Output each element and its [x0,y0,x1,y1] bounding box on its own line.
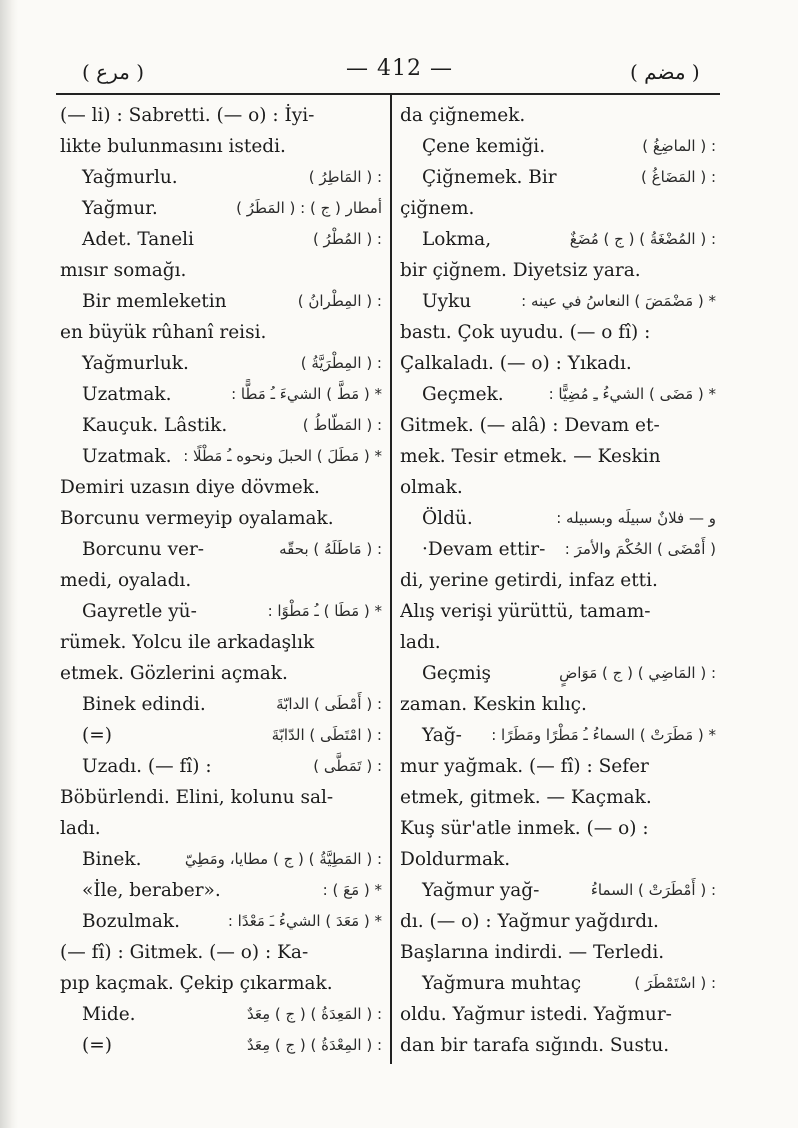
entry-text: Adet. Taneli [82,229,194,250]
right-column-line [400,286,716,317]
entry-text: ladı. [60,818,101,839]
right-column-line [400,937,716,968]
right-column-line [400,782,716,813]
left-column-line [60,596,382,627]
entry-text: Binek. [82,849,142,870]
entry-text: Çene kemiği. [422,136,546,157]
entry-text: Bozulmak. [82,911,180,932]
arabic-headword: : ( المَطّاطُ ) [302,416,382,434]
arabic-headword: * ( مَطَلَ ) الحبلَ ونحوه ـُ مَطْلًا : [183,447,382,465]
left-column-line [60,162,382,193]
arabic-headword: * ( مَطَّ ) الشيءَ ـُ مَطًّا : [231,385,382,403]
left-column-line [60,782,382,813]
left-column-line [60,224,382,255]
arabic-headword: * ( مَطَرَتْ ) السماءُ ـُ مَطْرًا ومَطَرًا : [491,726,716,744]
arabic-headword: : ( المِطْرَيَّةُ ) [300,354,382,372]
right-column-line [400,100,716,131]
left-column-line [60,100,382,131]
entry-text: Çiğnemek. Bir [422,167,557,188]
left-column [60,100,382,1061]
entry-text: ·Devam ettir- [422,539,546,560]
arabic-headword: : ( أَمْطَى ) الدابّةَ [276,695,382,713]
entry-text: Doldurmak. [400,849,511,870]
left-column-line [60,937,382,968]
entry-text: «İle, beraber». [82,880,221,901]
arabic-headword: : ( المُضْغَةُ ) ( ج ) مُضَغٌ [569,230,716,248]
arabic-headword: * ( مَضَى ) الشيءُ ـِ مُضِيًّا : [548,385,716,403]
left-column-line [60,286,382,317]
entry-text: pıp kaçmak. Çekip çıkarmak. [60,973,333,994]
left-column-line [60,999,382,1030]
right-column-line [400,131,716,162]
entry-text: Kauçuk. Lâstik. [82,415,228,436]
right-column-line [400,720,716,751]
left-column-line [60,410,382,441]
arabic-headword: : ( المِطْرانُ ) [297,292,382,310]
arabic-headword: : ( المَعِدَةُ ) ( ج ) مِعَدٌ [246,1005,382,1023]
entry-text: Yağmur yağ- [422,880,540,901]
right-column-line [400,813,716,844]
entry-text: Yağmura muhtaç [422,973,582,994]
entry-text: etmek, gitmek. — Kaçmak. [400,787,652,808]
right-column-line [400,627,716,658]
entry-text: bir çiğnem. Diyetsiz yara. [400,260,641,281]
entry-text: Borcunu ver- [82,539,205,560]
left-column-line [60,503,382,534]
left-column-line [60,844,382,875]
header-left-guide-word: ( مرع ) [82,60,145,84]
entry-text: mur yağmak. (— fî) : Sefer [400,756,649,777]
entry-text: Bir memleketin [82,291,227,312]
right-column-line [400,193,716,224]
entry-text: Demiri uzasın diye dövmek. [60,477,320,498]
entry-text: Böbürlendi. Elini, kolunu sal- [60,787,334,808]
entry-text: Mide. [82,1004,136,1025]
entry-text: Geçmiş [422,663,492,684]
entry-text: Gitmek. (— alâ) : Devam et- [400,415,660,436]
entry-text: Alış verişi yürüttü, tamam- [400,601,651,622]
arabic-headword: : ( المَاطِرُ ) [308,168,382,186]
left-column-line [60,658,382,689]
entry-text: dı. (— o) : Yağmur yağdırdı. [400,911,659,932]
right-column-line [400,906,716,937]
right-column-line [400,534,716,565]
entry-text: Uzadı. (— fî) : [82,756,212,777]
right-column-line [400,999,716,1030]
entry-text: Öldü. [422,508,473,529]
arabic-headword: : ( المَاضِي ) ( ج ) مَوَاضٍ [559,664,716,682]
left-column-line [60,1030,382,1061]
right-column-line [400,565,716,596]
entry-text: Uzatmak. [82,384,172,405]
left-column-line [60,720,382,751]
entry-text: likte bulunmasını istedi. [60,136,286,157]
right-column-line [400,255,716,286]
entry-text: Yağmur. [82,198,158,219]
left-column-line [60,875,382,906]
right-column-line [400,968,716,999]
header-right-guide-word: ( مضم ) [630,60,700,84]
entry-text: mısır somağı. [60,260,187,281]
right-column-line [400,441,716,472]
entry-text: dan bir tarafa sığındı. Sustu. [400,1035,670,1056]
header-rule [56,93,720,95]
entry-text: çiğnem. [400,198,475,219]
arabic-headword: أمطار ( ج ) : ( المَطَرُ ) [236,199,382,217]
entry-text: etmek. Gözlerini açmak. [60,663,288,684]
arabic-headword: : ( اسْتَمْطَرَ ) [634,974,716,992]
left-column-line [60,131,382,162]
left-column-line [60,534,382,565]
entry-text: Yağ- [422,725,462,746]
arabic-headword: : ( امْتَطَى ) الدّابّةَ [271,726,382,744]
left-column-line [60,627,382,658]
entry-text: Uyku [422,291,472,312]
entry-text: ladı. [400,632,441,653]
entry-text: mek. Tesir etmek. — Keskin [400,446,661,467]
entry-text: (— li) : Sabretti. (— o) : İyi- [60,105,315,126]
entry-text: en büyük rûhanî reisi. [60,322,267,343]
entry-text: Geçmek. [422,384,504,405]
right-column-line [400,875,716,906]
column-divider [390,94,392,1064]
arabic-headword: : ( المُطْرُ ) [312,230,382,248]
page-header [60,52,720,92]
entry-text: Çalkaladı. (— o) : Yıkadı. [400,353,632,374]
left-column-line [60,813,382,844]
arabic-headword: : ( المَضَاغُ ) [641,168,716,186]
entry-text: oldu. Yağmur istedi. Yağmur- [400,1004,672,1025]
entry-text: Binek edindi. [82,694,206,715]
left-column-line [60,689,382,720]
left-column-line [60,379,382,410]
arabic-headword: : ( المِعْدَةُ ) ( ج ) مِعَدٌ [246,1036,382,1054]
right-column-line [400,410,716,441]
left-column-line [60,255,382,286]
page-number: — 412 — [346,56,453,81]
right-column-line [400,379,716,410]
right-column-line [400,472,716,503]
entry-text: (=) [82,1035,112,1056]
entry-text: olmak. [400,477,463,498]
left-column-line [60,193,382,224]
entry-text: Başlarına indirdi. — Terledi. [400,942,665,963]
entry-text: zaman. Keskin kılıç. [400,694,587,715]
arabic-headword: : ( الماضِغُ ) [642,137,716,155]
left-column-line [60,906,382,937]
entry-text: rümek. Yolcu ile arkadaşlık [60,632,315,653]
arabic-headword: و — فلانٌ سبيلَه وبسبيله : [556,509,716,527]
entry-text: (— fî) : Gitmek. (— o) : Ka- [60,942,309,963]
arabic-headword: : ( المَطِيَّةُ ) ( ج ) مطايا، ومَطِيّ [184,850,382,868]
entry-text: Lokma, [422,229,492,250]
arabic-headword: ( أَمْضَى ) الحُكْمَ والأمرَ : [564,540,716,558]
left-column-line [60,968,382,999]
right-column-line [400,503,716,534]
right-column-line [400,317,716,348]
arabic-headword: * ( مَعَدَ ) الشيءُ ـَ مَعْدًا : [227,912,382,930]
left-column-line [60,441,382,472]
entry-text: da çiğnemek. [400,105,526,126]
arabic-headword: : ( مَاطَلَهُ ) بحقّه [279,540,382,558]
arabic-headword: * ( مَطَا ) ـُ مَطْوًا : [267,602,382,620]
entry-text: Uzatmak. [82,446,172,467]
left-column-line [60,472,382,503]
right-column-line [400,844,716,875]
entry-text: Gayretle yü- [82,601,197,622]
entry-text: (=) [82,725,112,746]
right-column-line [400,224,716,255]
left-column-line [60,348,382,379]
right-column-line [400,596,716,627]
arabic-headword: : ( تَمَطَّى ) [313,757,382,775]
entry-text: Yağmurlu. [82,167,178,188]
arabic-headword: : ( أَمْطَرَتْ ) السماءُ [590,881,716,899]
entry-text: medi, oyaladı. [60,570,192,591]
entry-text: di, yerine getirdi, infaz etti. [400,570,658,591]
arabic-headword: * ( مَعَ ) : [322,881,382,899]
entry-text: Borcunu vermeyip oyalamak. [60,508,334,529]
page-binding-shadow [0,0,18,1128]
right-column-line [400,689,716,720]
left-column-line [60,565,382,596]
right-column-line [400,1030,716,1061]
entry-text: Yağmurluk. [82,353,189,374]
left-column-line [60,751,382,782]
right-column-line [400,751,716,782]
entry-text: bastı. Çok uyudu. (— o fî) : [400,322,651,343]
right-column-line [400,658,716,689]
right-column-line [400,162,716,193]
left-column-line [60,317,382,348]
right-column-line [400,348,716,379]
right-column [400,100,716,1061]
arabic-headword: * ( مَضْمَضَ ) النعاسُ في عينه : [521,292,716,310]
entry-text: Kuş sür'atle inmek. (— o) : [400,818,649,839]
